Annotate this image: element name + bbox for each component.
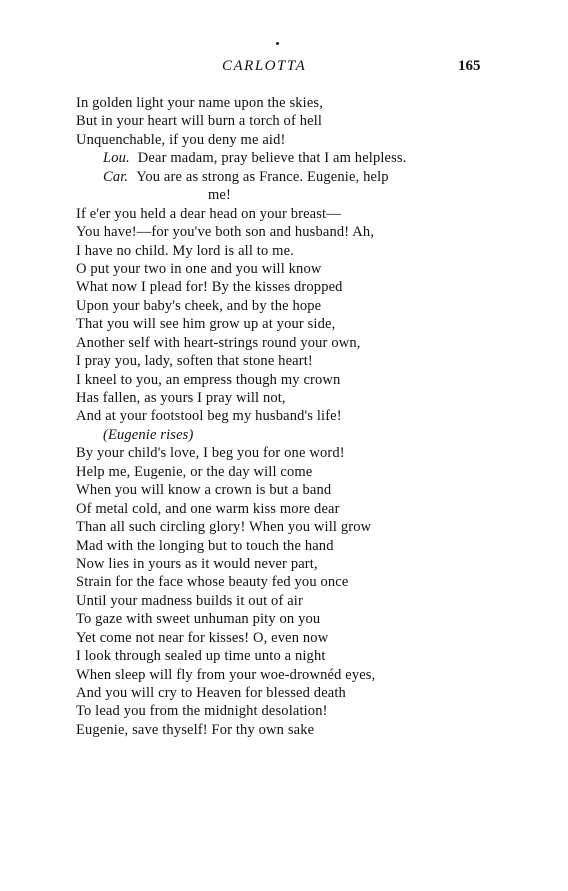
page-number: 165 [458,58,481,74]
verse-line: To lead you from the midnight desolation! [76,703,328,720]
verse-line: And at your footstool beg my husband's life! [76,408,342,425]
verse-line: Than all such circling glory! When you will grow [76,519,372,536]
speech-text: Dear madam, pray believe that I am helpless. [137,150,407,167]
verse-line: When sleep will fly from your woe-drownéd eyes, [76,666,376,683]
verse-line: Mad with the longing but to touch the hand [76,537,334,554]
verse-line: When you will know a crown is but a band [76,482,332,499]
verse-line: Unquenchable, if you deny me aid! [76,131,286,148]
verse-line: What now I plead for! By the kisses dropped [76,279,343,296]
verse-line: I pray you, lady, soften that stone heart! [76,353,313,370]
verse-line: That you will see him grow up at your side, [76,316,336,333]
verse-line: Until your madness builds it out of air [76,592,303,609]
verse-text-block [76,94,496,739]
verse-line: If e'er you held a dear head on your breast— [76,205,341,222]
verse-line: To gaze with sweet unhuman pity on you [76,611,321,628]
verse-line: I kneel to you, an empress though my crown [76,371,341,388]
verse-line: But in your heart will burn a torch of hell [76,113,323,130]
running-title: CARLOTTA [222,58,307,74]
verse-line: I look through sealed up time unto a night [76,648,326,665]
verse-line: Yet come not near for kisses! O, even now [76,629,329,646]
verse-line: Has fallen, as yours I pray will not, [76,390,286,406]
verse-line: By your child's love, I beg you for one word! [76,445,345,462]
verse-line: I have no child. My lord is all to me. [76,242,294,259]
speaker-name: Car. [103,168,129,185]
verse-line: Another self with heart-strings round your own, [76,334,361,351]
speaker-name: Lou. [103,150,130,167]
verse-line: Now lies in yours as it would never part, [76,555,318,572]
page-top-mark [276,42,279,45]
verse-line: In golden light your name upon the skies, [76,95,323,111]
speech-text: You are as strong as France. Eugenie, help [136,168,389,185]
verse-line: Strain for the face whose beauty fed you once [76,574,349,591]
verse-line-continuation: me! [208,187,231,204]
verse-line: Help me, Eugenie, or the day will come [76,463,313,480]
verse-line: Eugenie, save thyself! For thy own sake [76,721,315,738]
stage-direction: (Eugenie rises) [103,426,194,443]
verse-line: You have!—for you've both son and husband! Ah, [76,224,375,241]
verse-line: Of metal cold, and one warm kiss more dear [76,500,340,517]
verse-line: Upon your baby's cheek, and by the hope [76,297,322,314]
verse-line: O put your two in one and you will know [76,260,322,277]
verse-line: And you will cry to Heaven for blessed death [76,685,346,701]
speech-line-car [76,168,496,186]
speech-line-lou [76,149,496,167]
